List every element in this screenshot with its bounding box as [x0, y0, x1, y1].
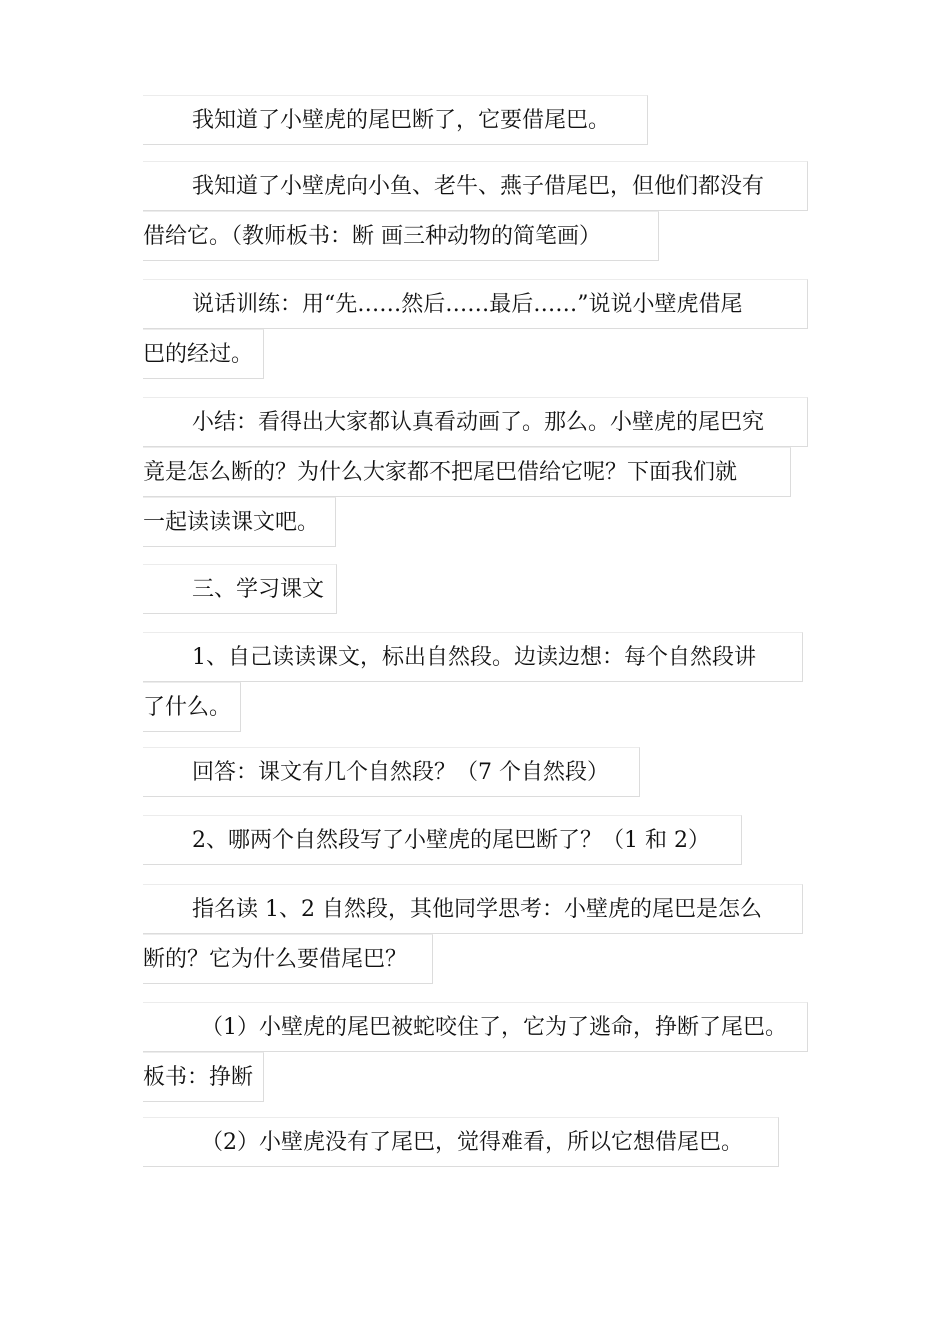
paragraph-line: 板书：挣断: [143, 1052, 264, 1102]
paragraph-line: 回答：课文有几个自然段？（7 个自然段）: [143, 747, 640, 797]
paragraph-line: 说话训练：用“先……然后……最后……”说说小壁虎借尾: [143, 279, 808, 329]
paragraph-line: 三、学习课文: [143, 564, 337, 614]
paragraph-9: [143, 884, 813, 984]
paragraph-line: 断的？它为什么要借尾巴？: [143, 934, 433, 984]
section-heading: [143, 564, 813, 614]
paragraph-2: [143, 161, 813, 261]
paragraph-line: （1）小壁虎的尾巴被蛇咬住了，它为了逃命，挣断了尾巴。: [143, 1002, 808, 1052]
paragraph-line: （2）小壁虎没有了尾巴，觉得难看，所以它想借尾巴。: [143, 1117, 779, 1167]
paragraph-7: [143, 747, 813, 797]
paragraph-1: [143, 95, 813, 145]
paragraph-line: 巴的经过。: [143, 329, 264, 379]
paragraph-6: [143, 632, 813, 732]
paragraph-3: [143, 279, 813, 379]
paragraph-4: [143, 397, 813, 547]
paragraph-11: [143, 1117, 813, 1167]
paragraph-line: 2、哪两个自然段写了小壁虎的尾巴断了？（1 和 2）: [143, 815, 742, 865]
paragraph-line: 竟是怎么断的？为什么大家都不把尾巴借给它呢？下面我们就: [143, 447, 791, 497]
paragraph-line: 一起读读课文吧。: [143, 497, 336, 547]
paragraph-10: [143, 1002, 813, 1102]
paragraph-line: 借给它。（教师板书：断 画三种动物的简笔画）: [143, 211, 659, 261]
paragraph-line: 1、自己读读课文，标出自然段。边读边想：每个自然段讲: [143, 632, 803, 682]
paragraph-line: 我知道了小壁虎向小鱼、老牛、燕子借尾巴，但他们都没有: [143, 161, 808, 211]
paragraph-line: 小结：看得出大家都认真看动画了。那么。小壁虎的尾巴究: [143, 397, 808, 447]
paragraph-8: [143, 815, 813, 865]
paragraph-line: 指名读 1、2 自然段，其他同学思考：小壁虎的尾巴是怎么: [143, 884, 803, 934]
paragraph-line: 我知道了小壁虎的尾巴断了，它要借尾巴。: [143, 95, 648, 145]
paragraph-line: 了什么。: [143, 682, 241, 732]
